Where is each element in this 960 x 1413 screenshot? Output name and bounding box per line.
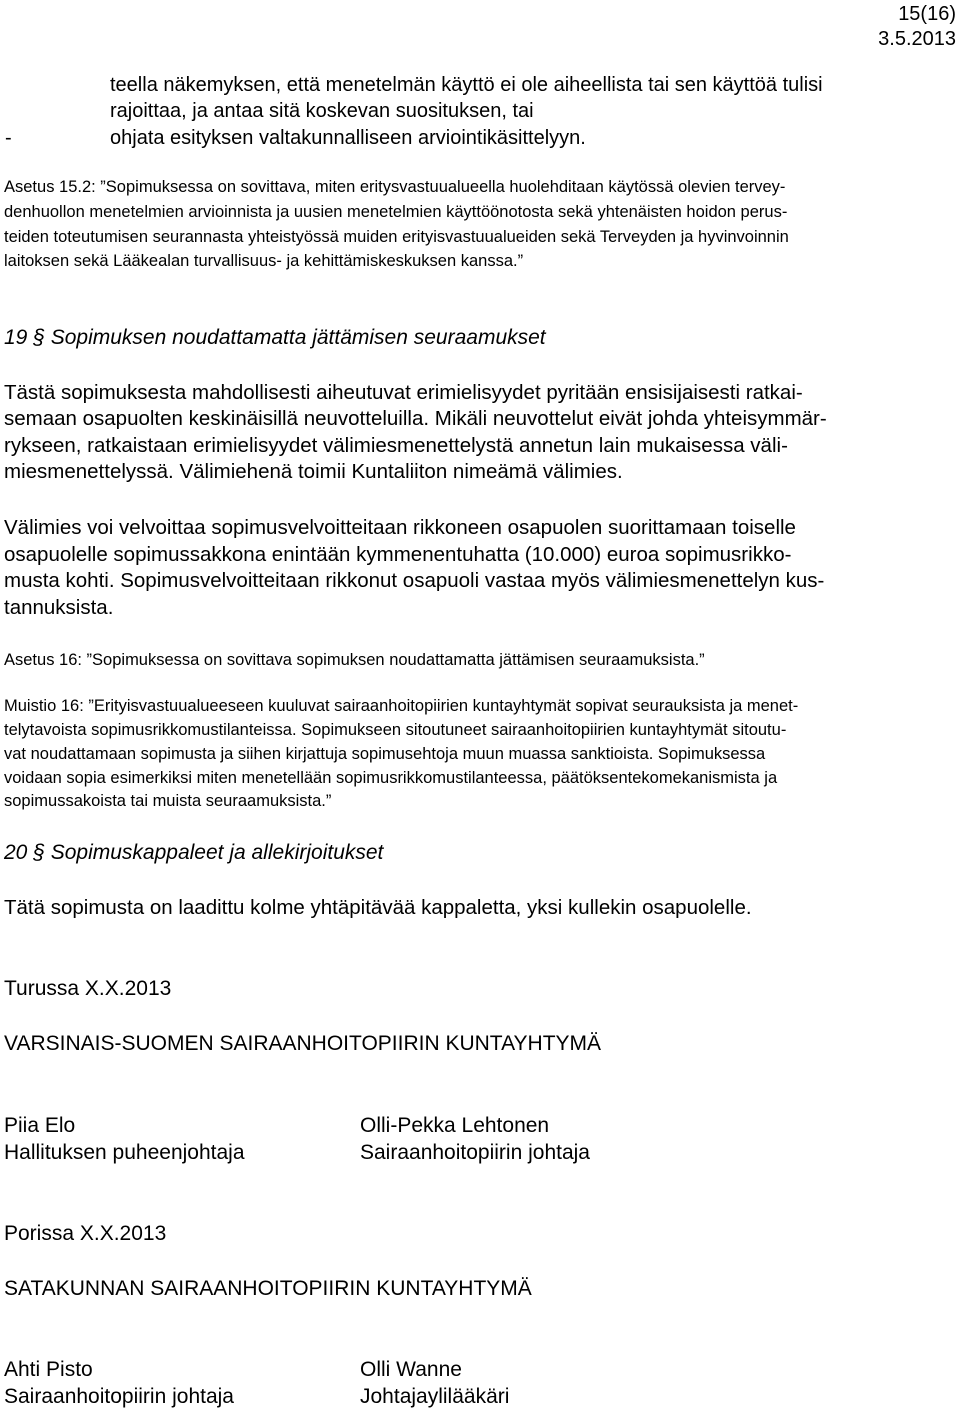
paragraph-line: rykseen, ratkaistaan erimielisyydet välimiesmenettelystä annetun lain mukaisessa väli- xyxy=(4,434,788,457)
organization-name: VARSINAIS-SUOMEN SAIRAANHOITOPIIRIN KUNTAYHTYMÄ xyxy=(4,1032,602,1055)
muistio-line: vat noudattamaan sopimusta ja siihen kirjattuja sopimusehtoja muun muassa sanktioista. Sopimuksessa xyxy=(4,745,766,763)
place-date: Turussa X.X.2013 xyxy=(4,977,172,1000)
intro-line: ohjata esityksen valtakunnalliseen arviointikäsittelyyn. xyxy=(110,127,586,149)
page-number: 15(16) xyxy=(898,3,956,25)
signatory-title: Sairaanhoitopiirin johtaja xyxy=(4,1385,234,1408)
organization-name: SATAKUNNAN SAIRAANHOITOPIIRIN KUNTAYHTYMÄ xyxy=(4,1277,532,1300)
asetus-line: teiden toteutumisen seurannasta yhteistyössä muiden erityisvastuualueiden sekä Terveyden ja hyvinvoinnin xyxy=(4,228,789,246)
intro-line: rajoittaa, ja antaa sitä koskevan suosituksen, tai xyxy=(110,100,534,122)
muistio-line: voidaan sopia esimerkiksi miten menetellään sopimusrikkomustilanteessa, päätöksentekomekanismista ja xyxy=(4,769,778,787)
page-header xyxy=(878,2,956,52)
intro-line: teella näkemyksen, että menetelmän käyttö ei ole aiheellista tai sen käyttöä tulisi xyxy=(110,74,823,96)
section-20-heading: 20 § Sopimuskappaleet ja allekirjoitukset xyxy=(4,841,384,864)
muistio-line: telytavoista sopimusrikkomustilanteissa. Sopimukseen sitoutuneet sairaanhoitopiirien kuntayhtymät sitoutu- xyxy=(4,721,787,739)
signatory-title: Johtajaylilääkäri xyxy=(360,1385,510,1408)
paragraph-line: musta kohti. Sopimusvelvoitteitaan rikkonut osapuoli vastaa myös välimiesmenettelyn kus- xyxy=(4,569,825,592)
paragraph-line: osapuolelle sopimussakkona enintään kymmenentuhatta (10.000) euroa sopimusrikko- xyxy=(4,543,792,566)
muistio-line: sopimussakoista tai muista seuraamuksista.” xyxy=(4,792,332,810)
list-dash: - xyxy=(5,127,12,149)
paragraph-line: tannuksista. xyxy=(4,596,114,619)
asetus-line: Asetus 15.2: ”Sopimuksessa on sovittava, miten eritysvastuualueella huolehditaan käytössä olevien tervey- xyxy=(4,178,786,196)
signatory-title: Sairaanhoitopiirin johtaja xyxy=(360,1141,590,1164)
signatory-title: Hallituksen puheenjohtaja xyxy=(4,1141,245,1164)
paragraph-line: miesmenettelyssä. Välimiehenä toimii Kuntaliiton nimeämä välimies. xyxy=(4,460,623,483)
paragraph-line: Tästä sopimuksesta mahdollisesti aiheutuvat erimielisyydet pyritään ensisijaisesti ratkai- xyxy=(4,381,803,404)
asetus-line: laitoksen sekä Lääkealan turvallisuus- ja kehittämiskeskuksen kanssa.” xyxy=(4,252,524,270)
place-date: Porissa X.X.2013 xyxy=(4,1222,167,1245)
asetus-16: Asetus 16: ”Sopimuksessa on sovittava sopimuksen noudattamatta jättämisen seuraamuksista.” xyxy=(4,651,705,669)
signatory-name: Olli-Pekka Lehtonen xyxy=(360,1114,550,1137)
section-20-text: Tätä sopimusta on laadittu kolme yhtäpitävää kappaletta, yksi kullekin osapuolelle. xyxy=(4,896,752,919)
header-date: 3.5.2013 xyxy=(878,28,956,50)
paragraph-line: Välimies voi velvoittaa sopimusvelvoitteitaan rikkoneen osapuolen suorittamaan toiselle xyxy=(4,516,796,539)
signatory-name: Piia Elo xyxy=(4,1114,76,1137)
muistio-line: Muistio 16: ”Erityisvastuualueeseen kuuluvat sairaanhoitopiirien kuntayhtymät sopivat seurauksista ja menet- xyxy=(4,697,799,715)
signatory-name: Olli Wanne xyxy=(360,1358,462,1381)
section-19-heading: 19 § Sopimuksen noudattamatta jättämisen seuraamukset xyxy=(4,326,546,349)
paragraph-line: semaan osapuolten keskinäisillä neuvotteluilla. Mikäli neuvottelut eivät johda yhteisymmär- xyxy=(4,407,827,430)
signatory-name: Ahti Pisto xyxy=(4,1358,93,1381)
asetus-line: denhuollon menetelmien arvioinnista ja uusien menetelmien käyttöönotosta sekä yhtenäisten hoidon perus- xyxy=(4,203,788,221)
